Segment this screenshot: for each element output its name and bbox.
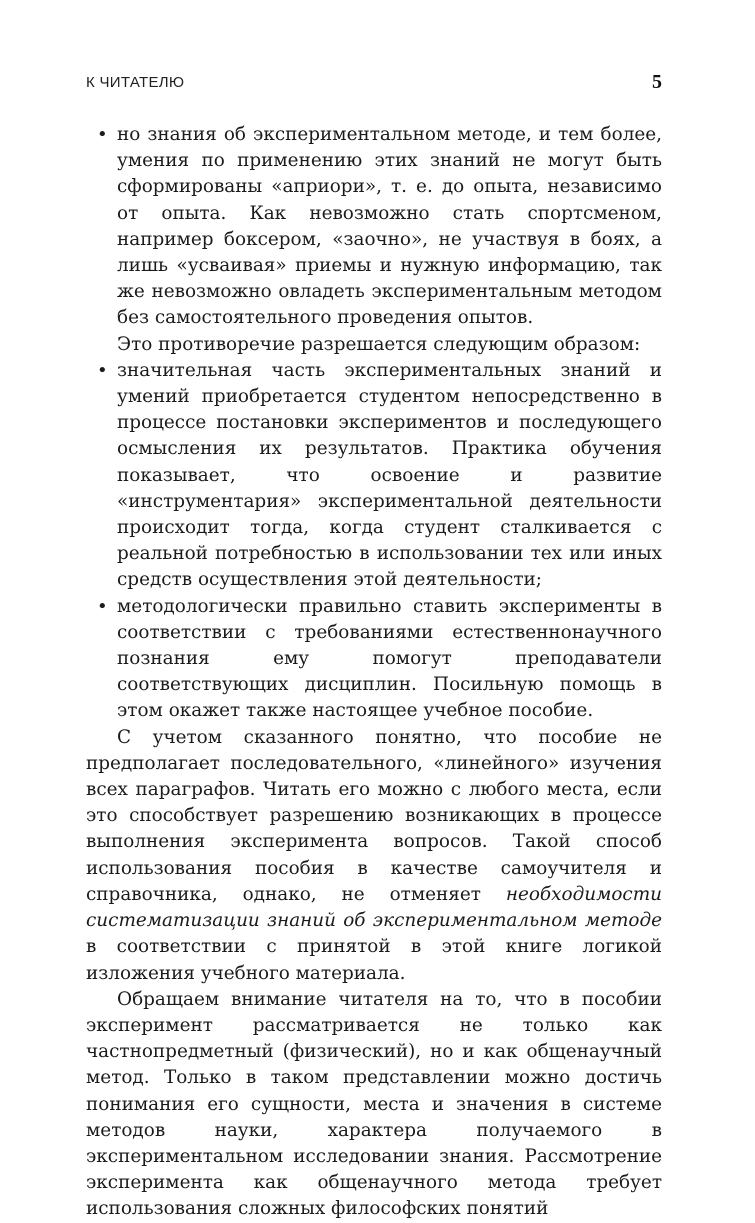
bullet-paragraph-3 [86, 594, 662, 725]
page-number: 5 [652, 71, 662, 93]
paragraph-text: Это противоречие разрешается следующим образом: [117, 333, 641, 355]
bullet-paragraph-2 [86, 358, 662, 594]
bullet-icon: • [97, 359, 108, 381]
emphasized-text: необходимости систематизации знаний об экспериментальном методе [86, 883, 662, 932]
running-head [86, 71, 662, 96]
bullet-paragraph-1 [86, 122, 662, 332]
bullet-icon: • [97, 124, 108, 145]
paragraph-usage [86, 725, 662, 987]
paragraph-text: значительная часть экспериментальных знаний и умений приобретается студентом непосредственно в процессе постановки экспериментов и последующего осмысления их результатов. Практика обучения показывает, что освоение и развитие «инструментария» экспериментальной деятельности происходит тогда, когда студент сталкивается с реальной потребностью в использовании тех или иных средств осуществления этой деятельности; [117, 359, 662, 591]
bullet-icon: • [97, 595, 108, 617]
paragraph-attention [86, 987, 662, 1223]
paragraph-text: в соответствии с принятой в этой книге логикой изложения учебного материала. [86, 936, 662, 984]
paragraph-text: С учетом сказанного понятно, что пособие не предполагает последовательного, «линейного» изучения всех параграфов. Читать его можно с любого места, если это способствует разрешению возникающих в процессе выполнения эксперимента вопросов. Такой способ использования пособия в качестве самоучителя и справочника, однако, не отменяет [86, 726, 662, 905]
paragraph-text: но знания об экспериментальном методе, и тем более, умения по применению этих знаний не могут быть сформированы «априори», т. е. до опыта, независимо от опыта. Как невозможно стать спортсменом, например боксером, «заочно», не участвуя в боях, а лишь «усваивая» приемы и нужную информацию, так же невозможно овладеть экспериментальным методом без самостоятельного проведения опытов. [117, 124, 662, 329]
paragraph-text: методологически правильно ставить эксперименты в соответствии с требованиями естественнонаучного познания ему помогут преподаватели соответствующих дисциплин. Посильную помощь в этом окажет также настоящее учебное пособие. [117, 595, 662, 722]
paragraph-resolution-intro [86, 332, 662, 358]
paragraph-text: Обращаем внимание читателя на то, что в пособии эксперимент рассматривается не только как частнопредметный (физический), но и как общенаучный метод. Только в таком представлении можно достичь понимания его сущности, места и значения в системе методов науки, характера получаемого в экспериментальном исследовании знания. Рассмотрение эксперимента как общенаучного метода требует использования сложных философских понятий [86, 988, 662, 1220]
running-title: К ЧИТАТЕЛЮ [86, 74, 185, 91]
body-text [86, 122, 662, 1223]
